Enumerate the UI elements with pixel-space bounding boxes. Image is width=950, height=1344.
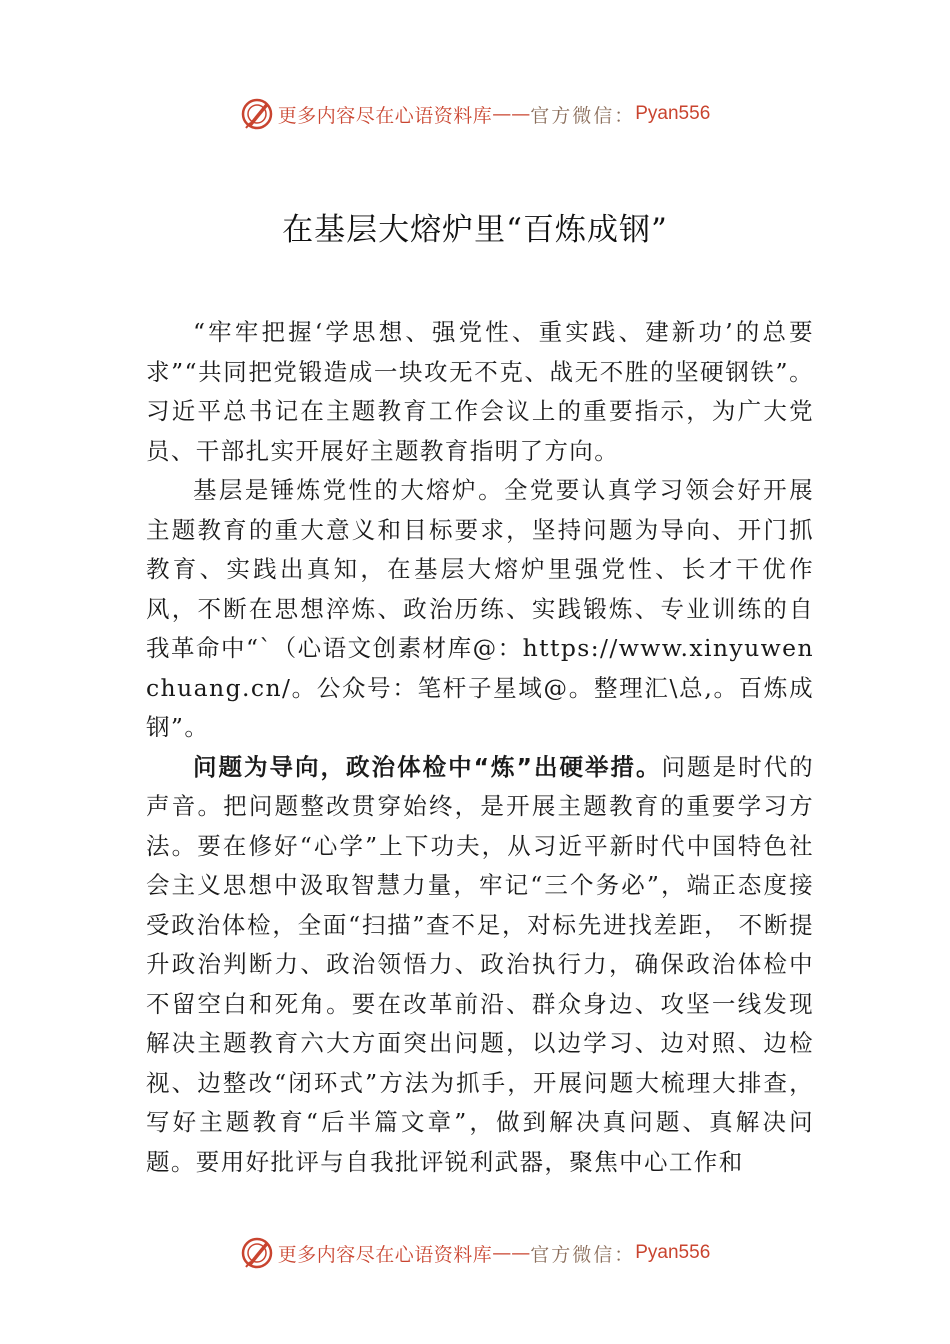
footer-watermark <box>0 1233 950 1273</box>
paragraph <box>146 471 814 748</box>
paragraph-text: 问题是时代的声音。把问题整改贯穿始终，是开展主题教育的重要学习方法。要在修好“心学”上下功夫，从习近平新时代中国特色社会主义思想中汲取智慧力量，牢记“三个务必”，端正态度接受政治体检，全面“扫描”查不足，对标先进找差距， 不断提升政治判断力、政治领悟力、政治执行力，确保政治体检中不留空白和死角。要在改革前沿、群众身边、攻坚一线发现解决主题教育六大方面突出问题，以边学习、边对照、边检视、边整改“闭环式”方法为抓手，开展问题大梳理大排查，写好主题教育“后半篇文章”，做到解决真问题、真解决问题。要用好批评与自我批评锐利武器，聚焦中心工作和 <box>146 752 814 1176</box>
header-official-label: 官方微信： <box>530 104 636 127</box>
paragraph-text: “牢牢把握‘学思想、强党性、重实践、建新功’的总要求”“共同把党锻造成一块攻无不克、战无不胜的坚硬钢铁”。习近平总书记在主题教育工作会议上的重要指示，为广大党员、干部扎实开展好主题教育指明了方向。 <box>146 318 814 465</box>
footer-wechat-id: Pyan556 <box>635 1242 711 1263</box>
footer-dash: —— <box>492 1242 531 1264</box>
header-dash: —— <box>492 103 531 125</box>
quill-logo-icon <box>240 1236 274 1270</box>
quill-logo-icon <box>240 97 274 131</box>
paragraph <box>146 313 814 471</box>
header-brand-text: 更多内容尽在心语资料库 <box>277 104 493 127</box>
document-title: 在基层大熔炉里“百炼成钢” <box>282 212 668 248</box>
footer-official-label: 官方微信： <box>530 1243 636 1266</box>
paragraph <box>146 748 814 1183</box>
paragraph-lead-heading: 问题为导向，政治体检中“炼”出硬举措。 <box>193 752 662 781</box>
footer-brand-text: 更多内容尽在心语资料库 <box>277 1243 493 1266</box>
header-wechat-id: Pyan556 <box>635 103 711 124</box>
paragraph-text: 基层是锤炼党性的大熔炉。全党要认真学习领会好开展主题教育的重大意义和目标要求，坚持问题为导向、开门抓教育、实践出真知，在基层大熔炉里强党性、长才干优作风，不断在思想淬炼、政治历练、实践锻炼、专业训练的自我革命中“`（心语文创素材库@：https://www.xinyuwenchuang.cn/。公众号：笔杆子星域@。整理汇\总,。百炼成钢”。 <box>146 476 814 741</box>
document-body <box>146 313 814 1182</box>
header-watermark <box>0 94 950 134</box>
